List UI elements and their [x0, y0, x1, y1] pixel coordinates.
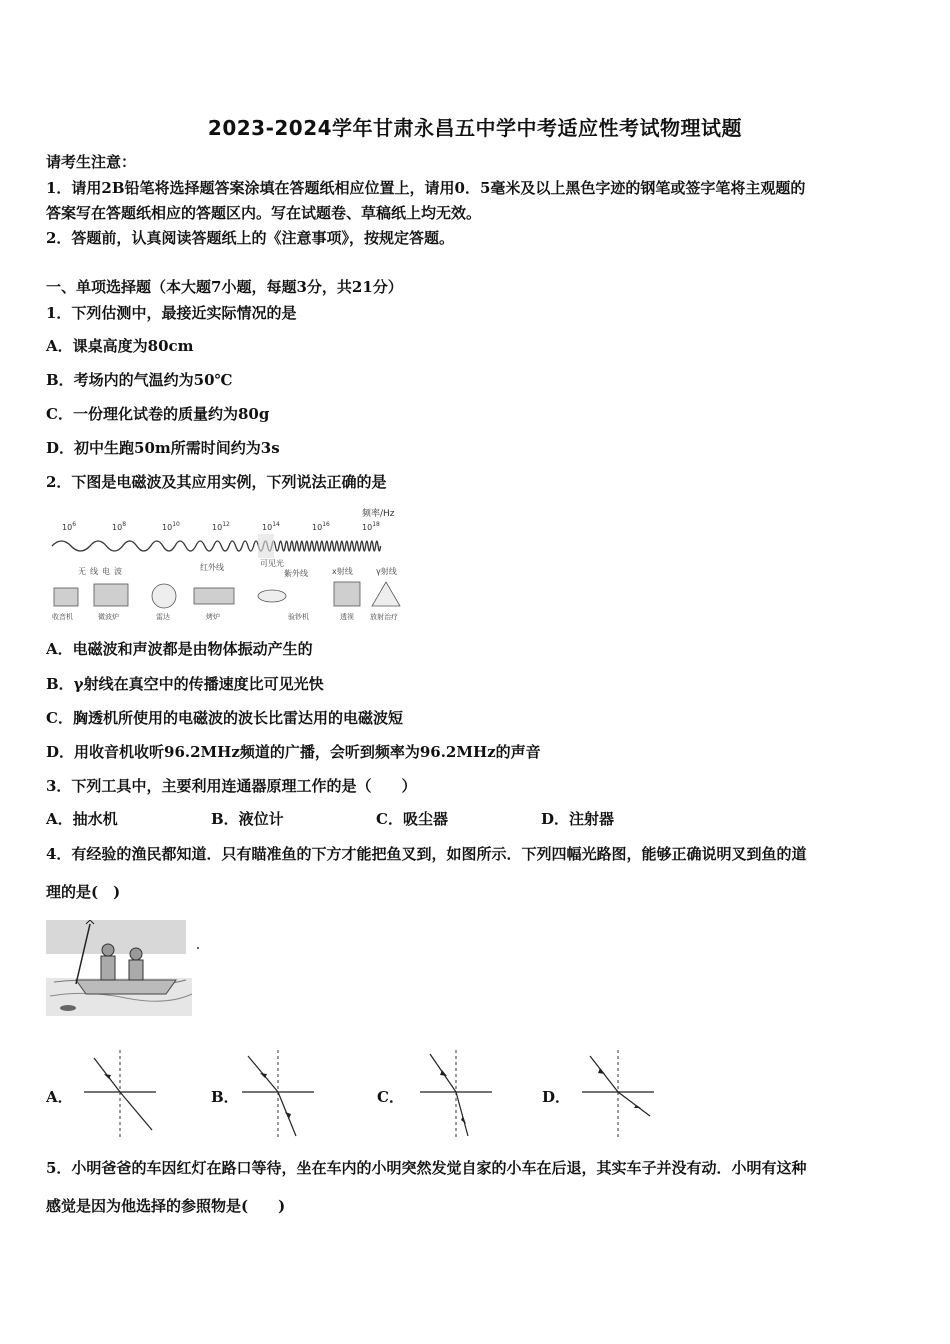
freq-label: 频率/Hz — [362, 509, 395, 519]
q4-label-c: C． — [377, 1088, 404, 1106]
q5-stem-cont: 感觉是因为他选择的参照物是( ) — [46, 1197, 286, 1215]
child-icon — [130, 948, 142, 960]
microwave-icon — [94, 584, 128, 606]
q2-option-c: C．胸透机所使用的电磁波的波长比雷达用的电磁波短 — [46, 709, 403, 727]
q3-option-a: A．抽水机 — [46, 810, 118, 828]
q3-option-c: C．吸尘器 — [376, 810, 448, 828]
q3-option-b: B．液位计 — [211, 810, 284, 828]
notice-heading: 请考生注意： — [46, 153, 137, 171]
tick-label: $10^{18}$ — [362, 521, 380, 532]
q4-stem-cont: 理的是( ) — [46, 883, 121, 901]
notice-item-2: 2．答题前，认真阅读答题纸上的《注意事项》，按规定答题。 — [46, 229, 454, 247]
q4-label-d: D． — [542, 1088, 571, 1106]
q2-stem: 2．下图是电磁波及其应用实例，下列说法正确的是 — [46, 473, 387, 491]
oven-icon — [194, 588, 234, 604]
em-wave — [52, 541, 381, 551]
xray-hand-icon — [334, 582, 360, 606]
notice-item-1-cont: 答案写在答题纸相应的答题区内。写在试题卷、草稿纸上均无效。 — [46, 204, 482, 222]
tick-label: $10^8$ — [112, 521, 127, 532]
radar-icon — [152, 584, 176, 608]
app-label: 透视 — [340, 613, 354, 621]
light-path-b — [238, 1050, 318, 1140]
band-label: 可见光 — [260, 559, 284, 568]
q5-stem: 5．小明爸爸的车因红灯在路口等待，坐在车内的小明突然发觉自家的小车在后退，其实车子并没有动．小明有这种 — [46, 1159, 807, 1177]
app-label: 收音机 — [52, 613, 73, 621]
tick-label: $10^{14}$ — [262, 521, 280, 532]
page-title: 2023-2024学年甘肃永昌五中学中考适应性考试物理试题 — [207, 116, 743, 140]
q1-option-d: D．初中生跑50m所需时间约为3s — [46, 439, 280, 457]
band-label: γ射线 — [376, 567, 397, 576]
q2-option-d: D．用收音机收听96.2MHz频道的广播，会听到频率为96.2MHz的声音 — [46, 743, 541, 761]
band-label: 无线电波 — [78, 567, 126, 576]
q3-options — [46, 808, 904, 829]
q3-stem: 3．下列工具中，主要利用连通器原理工作的是（ ） — [46, 777, 417, 795]
tick-label: $10^{12}$ — [212, 521, 230, 532]
q2-option-a: A．电磁波和声波都是由物体振动产生的 — [46, 640, 313, 658]
q4-stem: 4．有经验的渔民都知道．只有瞄准鱼的下方才能把鱼叉到，如图所示．下列四幅光路图，能够正确说明叉到鱼的道 — [46, 845, 807, 863]
fisherman-icon — [102, 944, 114, 956]
fish-icon — [60, 1005, 76, 1011]
q4-label-b: B． — [211, 1088, 239, 1106]
radio-icon — [54, 588, 78, 606]
visible-band — [258, 534, 274, 558]
tick-label: $10^{16}$ — [312, 521, 330, 532]
tick-label: $10^6$ — [62, 521, 77, 532]
q2-option-b: B．γ射线在真空中的传播速度比可见光快 — [46, 675, 324, 693]
light-path-a — [80, 1050, 160, 1140]
band-label: x射线 — [332, 567, 353, 576]
band-label: 紫外线 — [284, 569, 308, 578]
eye-icon — [258, 590, 286, 602]
tick-label: $10^{10}$ — [162, 521, 180, 532]
q1-stem: 1．下列估测中，最接近实际情况的是 — [46, 304, 297, 322]
q1-option-a: A．课桌高度为80cm — [46, 337, 194, 355]
app-label: 雷达 — [156, 613, 170, 621]
sky-shading — [46, 920, 186, 954]
em-spectrum-figure — [50, 504, 412, 624]
app-label: 微波炉 — [98, 613, 119, 621]
app-label: 烤炉 — [206, 613, 220, 621]
light-path-d — [578, 1050, 658, 1140]
app-label: 验钞机 — [288, 613, 309, 621]
section-heading: 一、单项选择题（本大题7小题，每题3分，共21分） — [46, 278, 403, 296]
band-label: 红外线 — [200, 563, 224, 572]
radiation-icon — [372, 582, 400, 606]
q4-label-a: A． — [46, 1088, 73, 1106]
notice-item-1: 1．请用2B铅笔将选择题答案涂填在答题纸相应位置上，请用0．5毫米及以上黑色字迹的钢笔或签字笔将主观题的 — [46, 179, 806, 197]
q1-option-b: B．考场内的气温约为50℃ — [46, 371, 233, 389]
q3-option-d: D．注射器 — [541, 810, 615, 828]
boat-icon — [76, 980, 176, 994]
fisherman-illustration — [46, 920, 206, 1018]
light-path-c — [416, 1050, 496, 1140]
q1-option-c: C．一份理化试卷的质量约为80g — [46, 405, 270, 423]
app-label: 放射治疗 — [370, 613, 398, 621]
